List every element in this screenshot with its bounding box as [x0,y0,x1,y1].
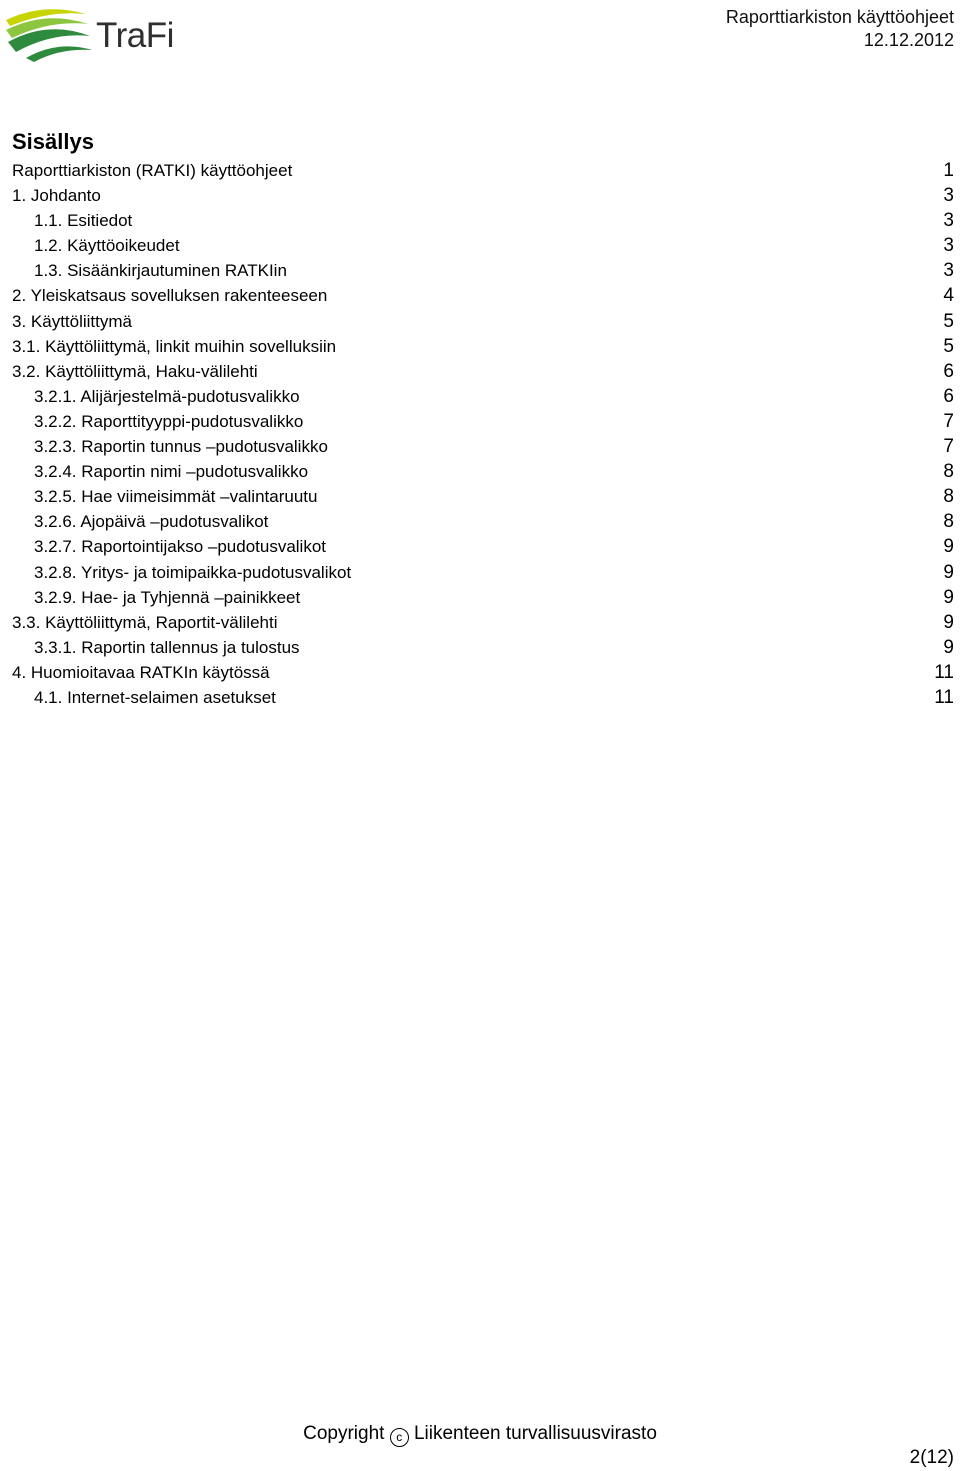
toc-entry-label: 3.2.5. Hae viimeisimmät –valintaruutu [34,487,318,507]
toc-entry-label: 3.2.3. Raportin tunnus –pudotusvalikko [34,437,328,457]
trafi-logo [4,0,184,64]
toc-entry-label: 1.2. Käyttöoikeudet [34,236,180,256]
toc-entry-page: 7 [943,410,954,432]
toc-entry[interactable] [12,158,954,183]
toc-entry-page: 3 [943,235,954,257]
toc-entry[interactable] [12,534,954,559]
copyright-icon: c [390,1428,409,1447]
page-number: 2(12) [909,1447,954,1468]
toc-entry[interactable] [12,585,954,610]
document-title: Raporttiarkiston käyttöohjeet [725,7,954,27]
toc-entry-page: 9 [943,536,954,558]
trafi-logo-swoosh-icon [4,0,104,64]
toc-entry[interactable] [12,384,954,409]
toc-entry-page: 9 [943,611,954,633]
toc-entry-label: 4.1. Internet-selaimen asetukset [34,687,276,707]
toc-entry-page: 11 [934,661,954,683]
logo-wordmark: TraFi [96,16,174,55]
toc-entry-label: Raporttiarkiston (RATKI) käyttöohjeet [12,161,293,180]
toc-entry-page: 3 [943,210,954,232]
toc-entry[interactable] [12,660,954,685]
toc-entry[interactable] [12,685,954,710]
toc-entry-label: 3.2.4. Raportin nimi –pudotusvalikko [34,462,309,482]
toc-entry[interactable] [12,334,954,359]
toc-entry-page: 6 [943,385,954,407]
toc-entry-label: 3.2.1. Alijärjestelmä-pudotusvalikko [34,386,300,406]
toc-entry-label: 3.1. Käyttöliittymä, linkit muihin sovelluksiin [12,336,337,356]
toc-entry-page: 6 [943,360,954,382]
toc-entry-page: 8 [943,486,954,508]
toc-entry-label: 3. Käyttöliittymä [12,311,132,331]
toc-entry[interactable] [12,635,954,660]
toc-entry-page: 9 [943,636,954,658]
toc-entry[interactable] [12,484,954,509]
toc-entry-page: 1 [943,160,954,181]
toc-entry-page: 5 [943,335,954,357]
toc-entry-page: 7 [943,436,954,458]
toc-entry[interactable] [12,359,954,384]
toc-entry[interactable] [12,509,954,534]
toc-entry-label: 3.2.7. Raportointijakso –pudotusvalikot [34,537,327,557]
toc-entry-label: 2. Yleiskatsaus sovelluksen rakenteeseen [12,286,328,306]
toc-entry[interactable] [12,309,954,334]
toc-entry-label: 1.3. Sisäänkirjautuminen RATKIin [34,261,287,281]
copyright-label: Copyright [303,1423,385,1444]
document-date: 12.12.2012 [863,30,954,50]
toc-entry-label: 4. Huomioitavaa RATKIn käytössä [12,662,270,682]
toc-entry[interactable] [12,183,954,208]
toc-entry[interactable] [12,409,954,434]
table-of-contents [12,158,954,710]
toc-entry-page: 4 [943,285,954,307]
toc-entry[interactable] [12,208,954,233]
toc-entry-page: 9 [943,561,954,583]
toc-entry-label: 3.3.1. Raportin tallennus ja tulostus [34,637,300,657]
toc-entry-label: 3.2.6. Ajopäivä –pudotusvalikot [34,512,269,532]
toc-entry-page: 11 [934,686,954,708]
footer [0,1421,960,1447]
toc-entry[interactable] [12,434,954,459]
toc-title: Sisällys [12,129,94,154]
toc-entry-label: 3.2. Käyttöliittymä, Haku-välilehti [12,361,258,381]
toc-entry-page: 8 [943,511,954,533]
toc-entry-label: 3.2.2. Raporttityyppi-pudotusvalikko [34,411,304,431]
toc-entry-page: 3 [943,185,954,207]
toc-entry[interactable] [12,283,954,308]
toc-entry-label: 1.1. Esitiedot [34,211,133,231]
document-header [726,6,954,52]
toc-entry-page: 9 [943,586,954,608]
toc-entry-label: 3.2.9. Hae- ja Tyhjennä –painikkeet [34,587,301,607]
toc-entry-label: 1. Johdanto [12,186,101,206]
toc-entry[interactable] [12,610,954,635]
organization-name: Liikenteen turvallisuusvirasto [413,1423,657,1444]
toc-entry[interactable] [12,258,954,283]
toc-entry-page: 3 [943,260,954,282]
toc-entry[interactable] [12,560,954,585]
toc-entry-label: 3.3. Käyttöliittymä, Raportit-välilehti [12,612,278,632]
toc-entry-label: 3.2.8. Yritys- ja toimipaikka-pudotusvalikot [34,562,352,582]
toc-entry[interactable] [12,459,954,484]
toc-entry[interactable] [12,233,954,258]
toc-entry-page: 5 [943,310,954,332]
toc-entry-page: 8 [943,461,954,483]
